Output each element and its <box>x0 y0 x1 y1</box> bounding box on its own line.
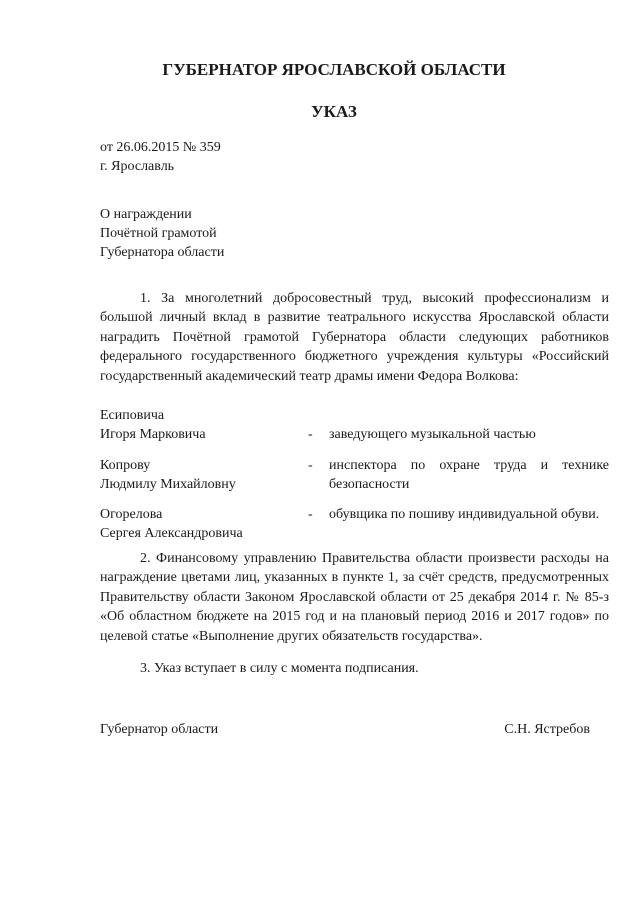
awardee-name <box>100 505 300 543</box>
city: г. Ярославль <box>100 159 175 174</box>
awardee-dash: - <box>308 427 313 442</box>
awardee-name <box>100 406 300 444</box>
subject-block <box>100 205 224 262</box>
awardee-name-line2: Игоря Марковича <box>100 427 206 442</box>
awardee-row <box>100 505 609 545</box>
awardee-position: заведующего музыкальной частью <box>329 427 536 442</box>
date-number: от 26.06.2015 № 359 <box>100 140 221 155</box>
awardee-name <box>100 456 300 494</box>
awardee-name-line2: Сергея Александровича <box>100 526 243 541</box>
awardee-row <box>100 456 609 496</box>
paragraph-3: 3. Указ вступает в силу с момента подписания. <box>140 661 419 676</box>
awardee-row <box>100 406 609 446</box>
document-type: УКАЗ <box>311 102 357 121</box>
awardee-position: обувщика по пошиву индивидуальной обуви. <box>329 507 600 522</box>
signature-title: Губернатор области <box>100 722 219 737</box>
paragraph-2: 2. Финансовому управлению Правительства области произвести расходы на награждение цветами лиц, указанных в пункте 1, за счёт средств, предусмотренных Правительству области Законом Ярославской области от 25 декабря 2014 г. № 85-з «Об областном бюджете на 2015 год и на плановый период 2016 и 2017 годов» по целевой статье «Выполнение других обязательств государства». <box>100 551 609 644</box>
awardee-position: инспектора по охране труда и технике безопасности <box>329 458 609 492</box>
awardee-name-line2: Людмилу Михайловну <box>100 477 236 492</box>
paragraph-1: 1. За многолетний добросовестный труд, высокий профессионализм и большой личный вклад в развитие театрального искусства Ярославской области наградить Почётной грамотой Губернатора области следующих работников федерального государственного бюджетного учреждения культуры «Российский государственный академический театр драмы имени Федора Волкова: <box>100 291 609 384</box>
subject-line: Губернатора области <box>100 245 225 260</box>
awardee-dash: - <box>308 458 313 473</box>
subject-line: О награждении <box>100 207 192 222</box>
awardee-name-line1: Копрову <box>100 458 151 473</box>
subject-line: Почётной грамотой <box>100 226 217 241</box>
document-title: ГУБЕРНАТОР ЯРОСЛАВСКОЙ ОБЛАСТИ <box>162 60 506 79</box>
signature-name: С.Н. Ястребов <box>504 722 590 737</box>
awardee-dash: - <box>308 507 313 522</box>
awardee-name-line1: Огорелова <box>100 507 163 522</box>
awardee-name-line1: Есиповича <box>100 408 165 423</box>
